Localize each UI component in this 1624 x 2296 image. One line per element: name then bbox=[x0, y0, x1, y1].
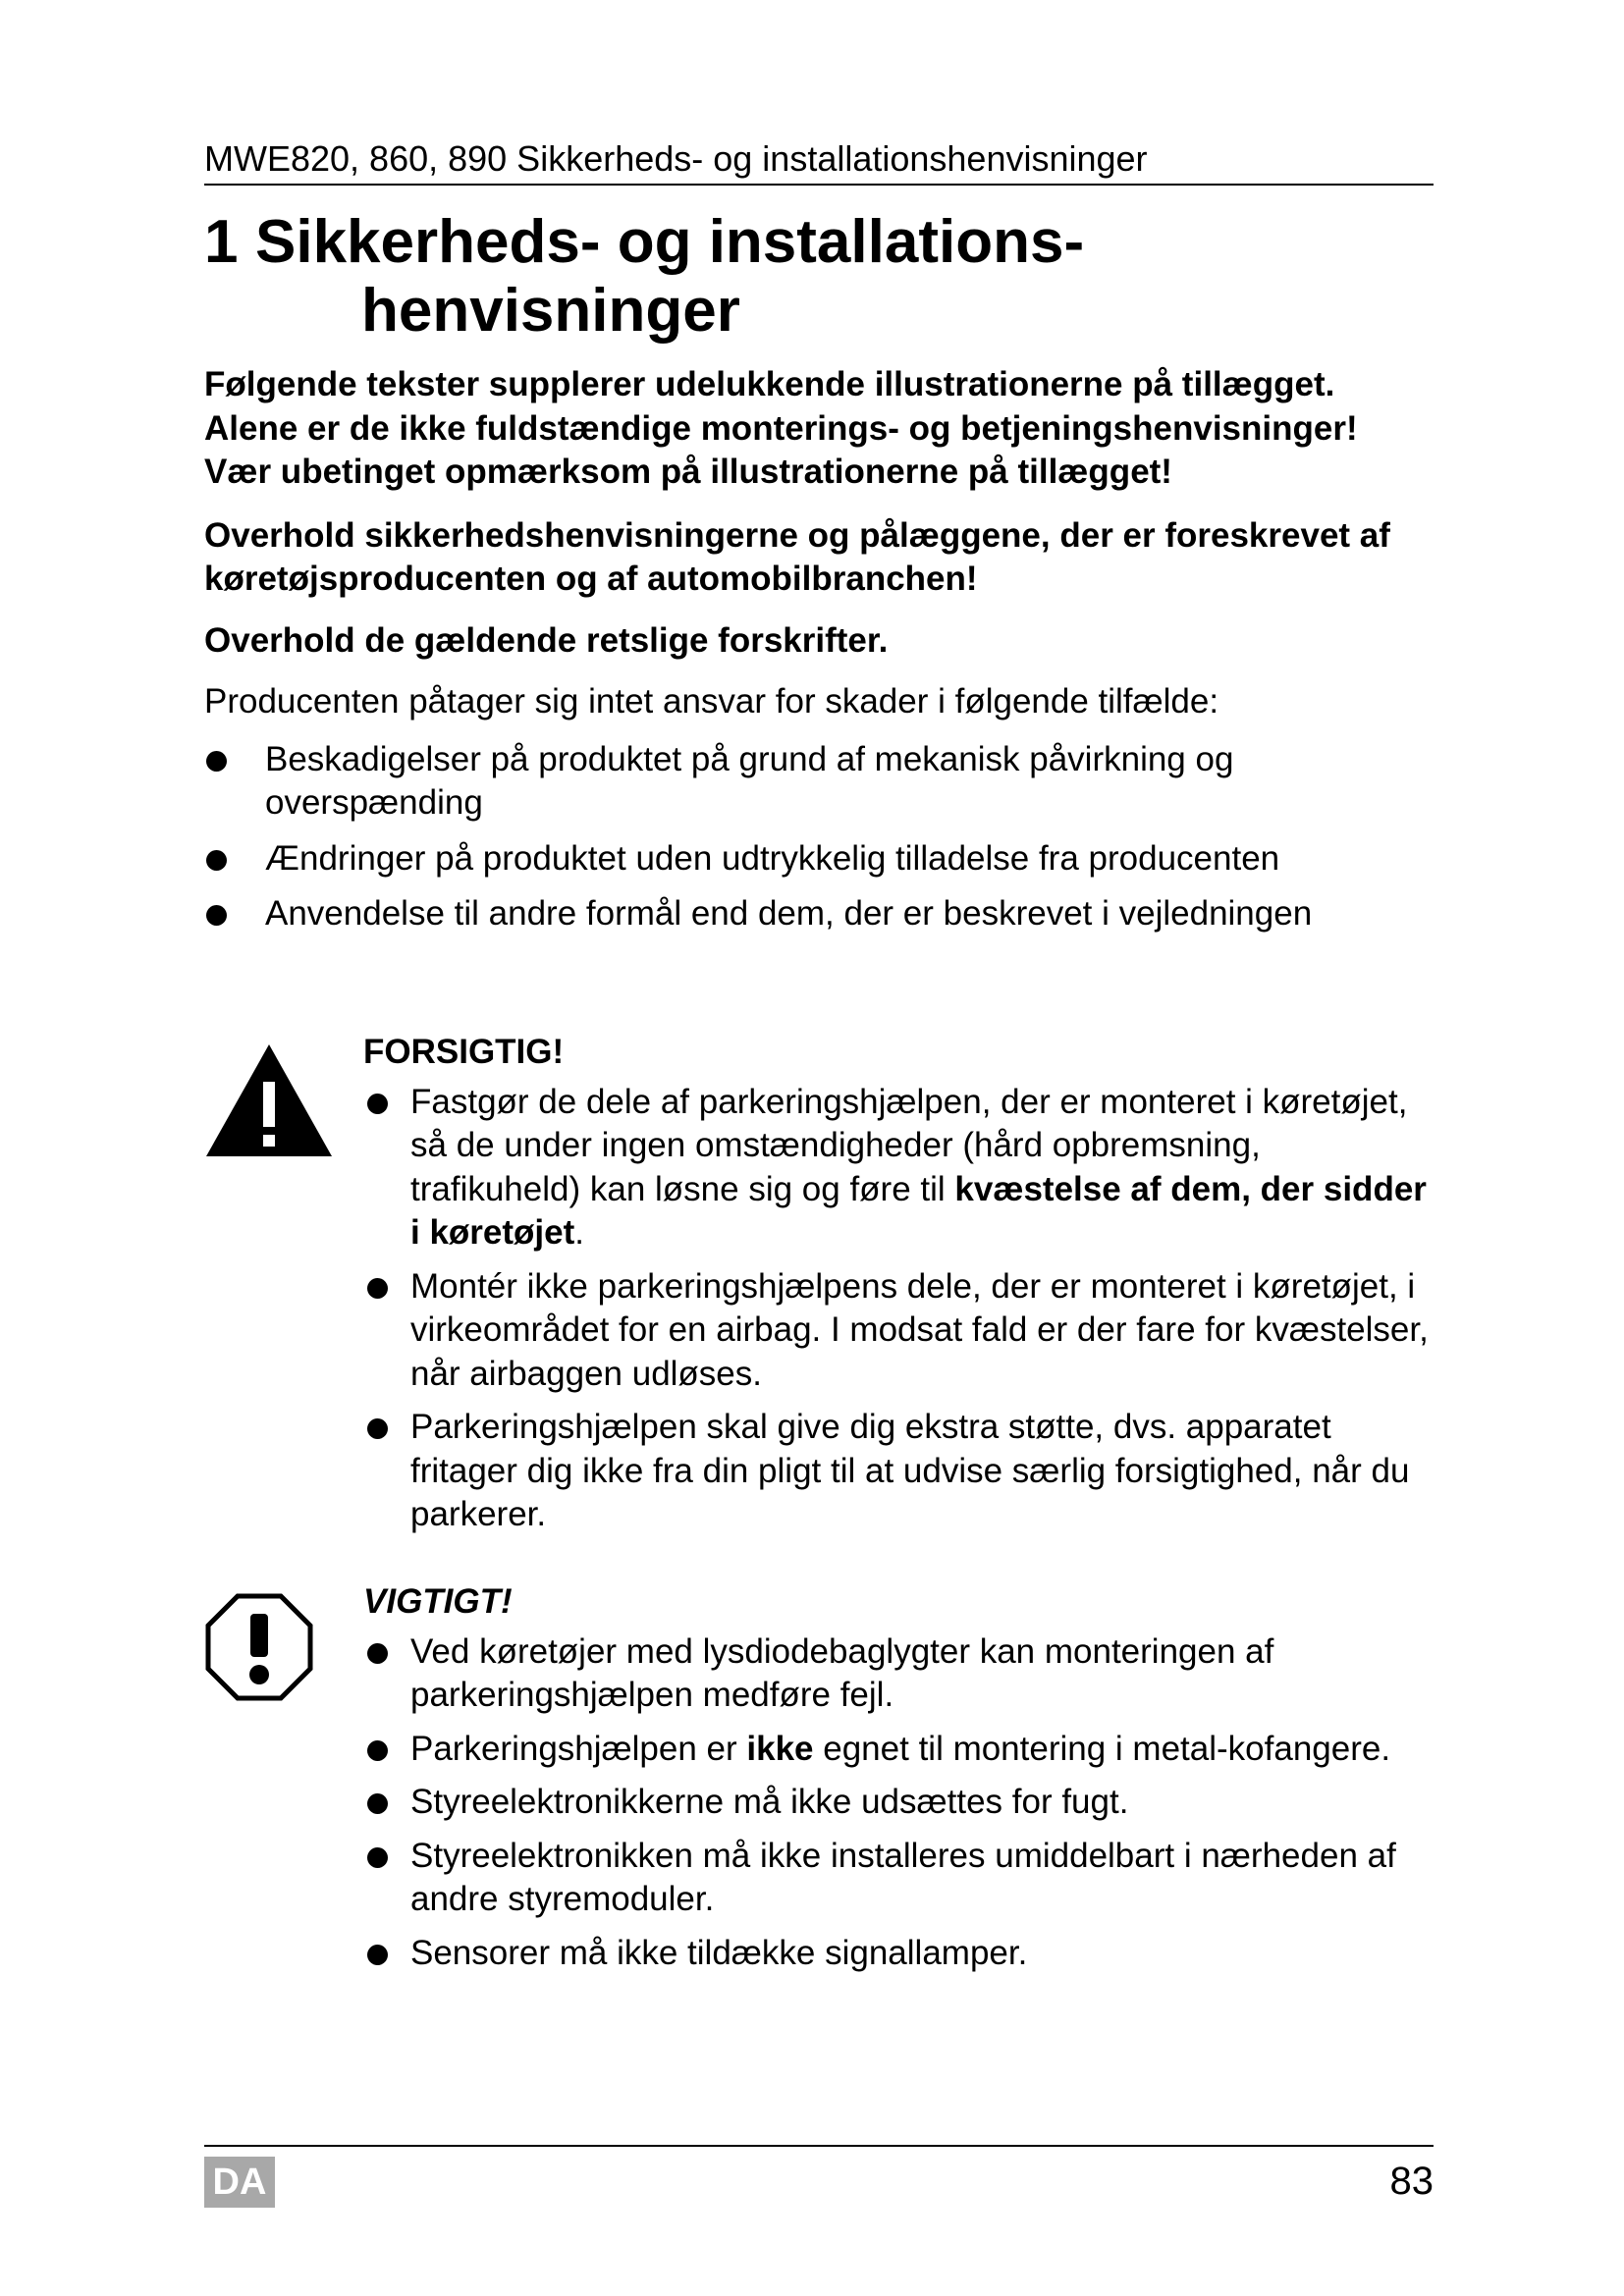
section-title-line2: henvisninger bbox=[361, 277, 740, 345]
list-item-text: Ved køretøjer med lysdiodebaglygter kan monteringen af parkeringshjælpen medføre fejl. bbox=[410, 1631, 1274, 1714]
section-number: 1 bbox=[204, 208, 239, 276]
intro-paragraph-3: Overhold de gældende retslige forskrifter. bbox=[204, 620, 889, 660]
caution-list bbox=[363, 1081, 1434, 1537]
list-item-text: Styreelektronikkerne må ikke udsættes for fugt. bbox=[410, 1783, 1129, 1821]
language-badge: DA bbox=[204, 2157, 275, 2208]
page-number: 83 bbox=[1389, 2160, 1434, 2203]
list-item-end: . bbox=[574, 1213, 584, 1252]
list-item bbox=[204, 892, 1434, 936]
bullet-icon bbox=[367, 1278, 388, 1299]
bullet-icon bbox=[206, 850, 227, 871]
list-item-text: Styreelektronikken må ikke installeres umiddelbart i nærheden af andre styremoduler. bbox=[410, 1836, 1396, 1918]
intro-content bbox=[204, 363, 1434, 948]
list-item bbox=[204, 738, 1434, 826]
important-list bbox=[363, 1630, 1434, 1976]
bullet-icon bbox=[206, 751, 227, 772]
list-item-text: Anvendelse til andre formål end dem, der er beskrevet i vejledningen bbox=[265, 894, 1313, 933]
caution-heading: FORSIGTIG! bbox=[363, 1033, 565, 1071]
important-heading: VIGTIGT! bbox=[363, 1582, 513, 1621]
list-item bbox=[363, 1781, 1434, 1825]
bullet-icon bbox=[367, 1418, 388, 1439]
list-item bbox=[363, 1835, 1434, 1922]
bullet-icon bbox=[367, 1793, 388, 1814]
list-item-text: Montér ikke parkeringshjælpens dele, der er monteret i køretøjet, i virkeområdet for en airbag. I modsat fald er der fare for kvæstelser, når airbaggen udløses. bbox=[410, 1266, 1429, 1393]
list-item-text: Parkeringshjælpen er bbox=[410, 1729, 747, 1768]
bullet-icon bbox=[367, 1945, 388, 1965]
list-item bbox=[363, 1081, 1434, 1255]
intro-paragraph-1: Følgende tekster supplerer udelukkende illustrationerne på tillægget. Alene er de ikke fuldstændige monterings- og betjeningshenvisninger! Vær ubetinget opmærksom på illustrationerne på tillægget! bbox=[204, 365, 1358, 491]
list-item bbox=[363, 1630, 1434, 1718]
list-item-text: Sensorer må ikke tildække signallamper. bbox=[410, 1933, 1028, 1972]
header-rule bbox=[204, 184, 1434, 186]
attention-octagon-icon bbox=[204, 1592, 314, 1702]
list-item bbox=[363, 1406, 1434, 1537]
list-item-text: Ændringer på produktet uden udtrykkelig tilladelse fra producenten bbox=[265, 838, 1280, 878]
list-item bbox=[363, 1728, 1434, 1772]
bullet-icon bbox=[367, 1740, 388, 1761]
list-item-emphasis: ikke bbox=[746, 1729, 814, 1768]
list-item-text: Fastgør de dele af parkeringshjælpen, der er monteret i køretøjet, så de under ingen omstændigheder (hård opbremsning, trafikuheld) kan løsne sig og føre til bbox=[410, 1082, 1408, 1208]
list-item-emphasis: kvæstelse af dem, der sidder i køretøjet bbox=[410, 1169, 1427, 1252]
section-title bbox=[255, 208, 1084, 346]
liability-lead: Producenten påtager sig intet ansvar for skader i følgende tilfælde: bbox=[204, 682, 1219, 721]
caution-body bbox=[363, 1031, 1434, 1547]
list-item bbox=[363, 1932, 1434, 1976]
footer-rule bbox=[204, 2145, 1434, 2147]
bullet-icon bbox=[206, 905, 227, 926]
bullet-icon bbox=[367, 1094, 388, 1114]
running-header: MWE820, 860, 890 Sikkerheds- og installationshenvisninger bbox=[204, 138, 1148, 179]
list-item-text-end: egnet til montering i metal-kofangere. bbox=[813, 1729, 1391, 1768]
warning-triangle-icon bbox=[204, 1042, 334, 1158]
bullet-icon bbox=[367, 1643, 388, 1664]
intro-paragraph-2: Overhold sikkerhedshenvisningerne og pålæggene, der er foreskrevet af køretøjsproducenten og af automobilbranchen! bbox=[204, 515, 1390, 598]
list-item bbox=[204, 837, 1434, 881]
section-title-line1: Sikkerheds- og installations- bbox=[255, 208, 1085, 276]
bullet-icon bbox=[367, 1847, 388, 1868]
list-item-text: Beskadigelser på produktet på grund af mekanisk påvirkning og overspænding bbox=[265, 739, 1234, 822]
list-item bbox=[363, 1265, 1434, 1397]
liability-list bbox=[204, 738, 1434, 936]
important-body bbox=[363, 1580, 1434, 1985]
list-item-text: Parkeringshjælpen skal give dig ekstra støtte, dvs. apparatet fritager dig ikke fra din pligt til at udvise særlig forsigtighed, når du parkerer. bbox=[410, 1408, 1410, 1533]
